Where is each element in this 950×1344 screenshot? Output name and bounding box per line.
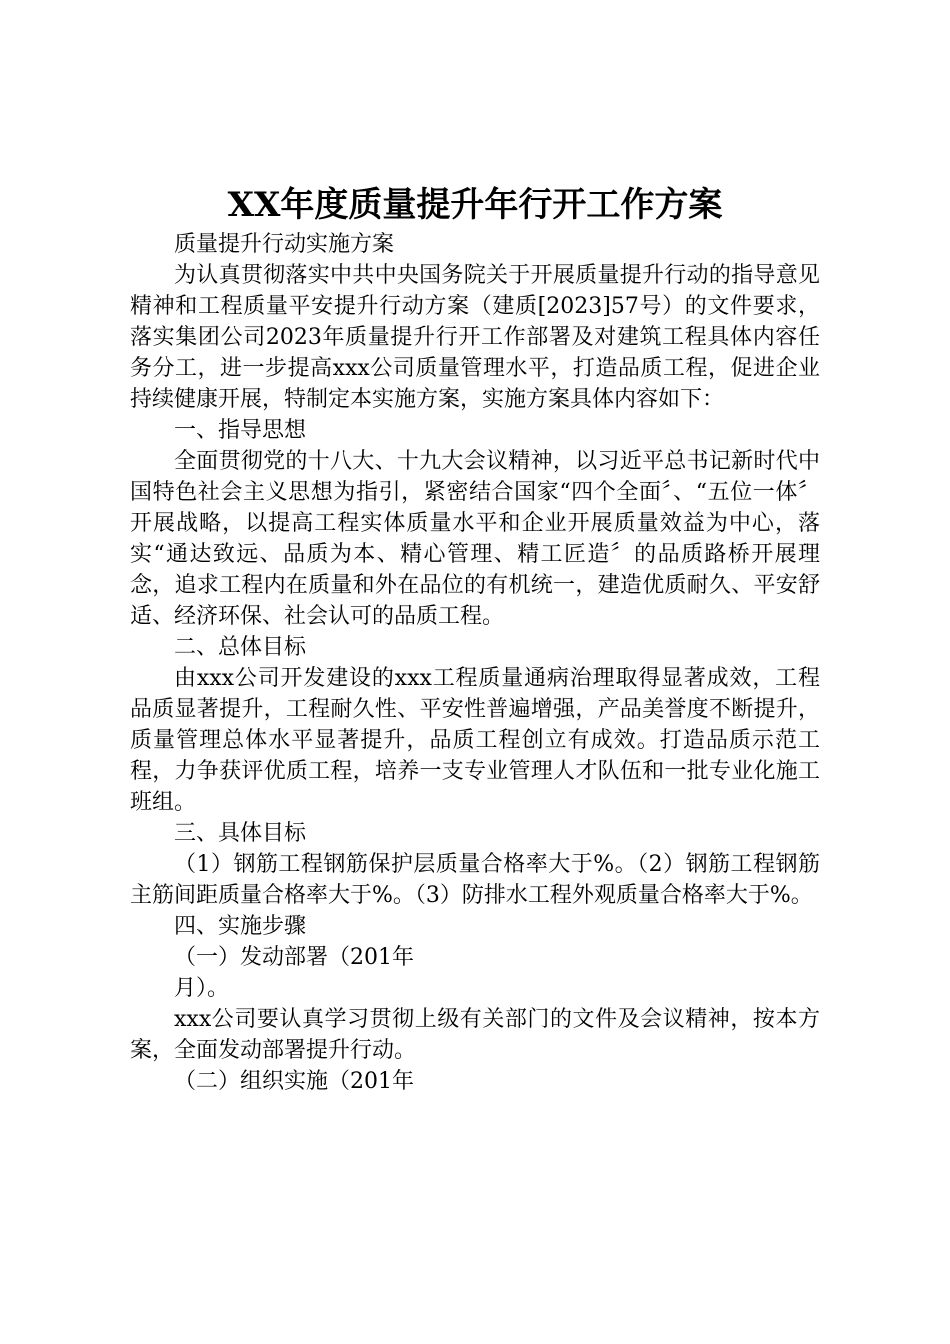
paragraph-guiding-ideology: 全面贯彻党的十八大、十九大会议精神，以习近平总书记新时代中国特色社会主义思想为指引，紧密结合国家“四个全面〞、“五位一体〞开展战略，以提高工程实体质量水平和企业开展质量效益为中心，落实“通达致远、品质为本、精心管理、精工匠造〞的品质路桥开展理念，追求工程内在质量和外在品位的有机统一，建造优质耐久、平安舒适、经济环保、社会认可的品质工程。: [130, 449, 820, 629]
section-heading-specific-goals: 三、具体目标: [174, 821, 307, 846]
paragraph-intro: 为认真贯彻落实中共中央国务院关于开展质量提升行动的指导意见精神和工程质量平安提升行动方案（建质[2023]57号）的文件要求，落实集团公司2023年质量提升行开工作部署及对建筑工程具体内容任务分工，进一步提高xxx公司质量管理水平，打造品质工程，促进企业持续健康开展，特制定本实施方案，实施方案具体内容如下：: [130, 263, 820, 412]
document-title: XX年度质量提升年行开工作方案: [227, 185, 723, 225]
section-heading-implementation-steps: 四、实施步骤: [174, 914, 307, 939]
step-heading-organization: （二）组织实施（201年: [174, 1069, 414, 1094]
step-heading-mobilization: （一）发动部署（201年: [174, 945, 414, 970]
paragraph-overall-goal: 由xxx公司开发建设的xxx工程质量通病治理取得显著成效，工程品质显著提升，工程耐久性、平安性普遍增强，产品美誉度不断提升，质量管理总体水平显著提升，品质工程创立有成效。打造品质示范工程，力争获评优质工程，培养一支专业管理人才队伍和一批专业化施工班组。: [130, 666, 820, 815]
document-body: [130, 229, 820, 1097]
paragraph-specific-goals: （1）钢筋工程钢筋保护层质量合格率大于%。（2）钢筋工程钢筋主筋间距质量合格率大于%。（3）防排水工程外观质量合格率大于%。: [130, 852, 820, 908]
section-heading-guiding-ideology: 一、指导思想: [174, 418, 307, 443]
paragraph-mobilization: xxx公司要认真学习贯彻上级有关部门的文件及会议精神，按本方案，全面发动部署提升行动。: [130, 1007, 820, 1063]
step-heading-mobilization-cont: 月）。: [174, 976, 230, 1001]
paragraph-subtitle: 质量提升行动实施方案: [174, 232, 395, 257]
section-heading-overall-goal: 二、总体目标: [174, 635, 307, 660]
